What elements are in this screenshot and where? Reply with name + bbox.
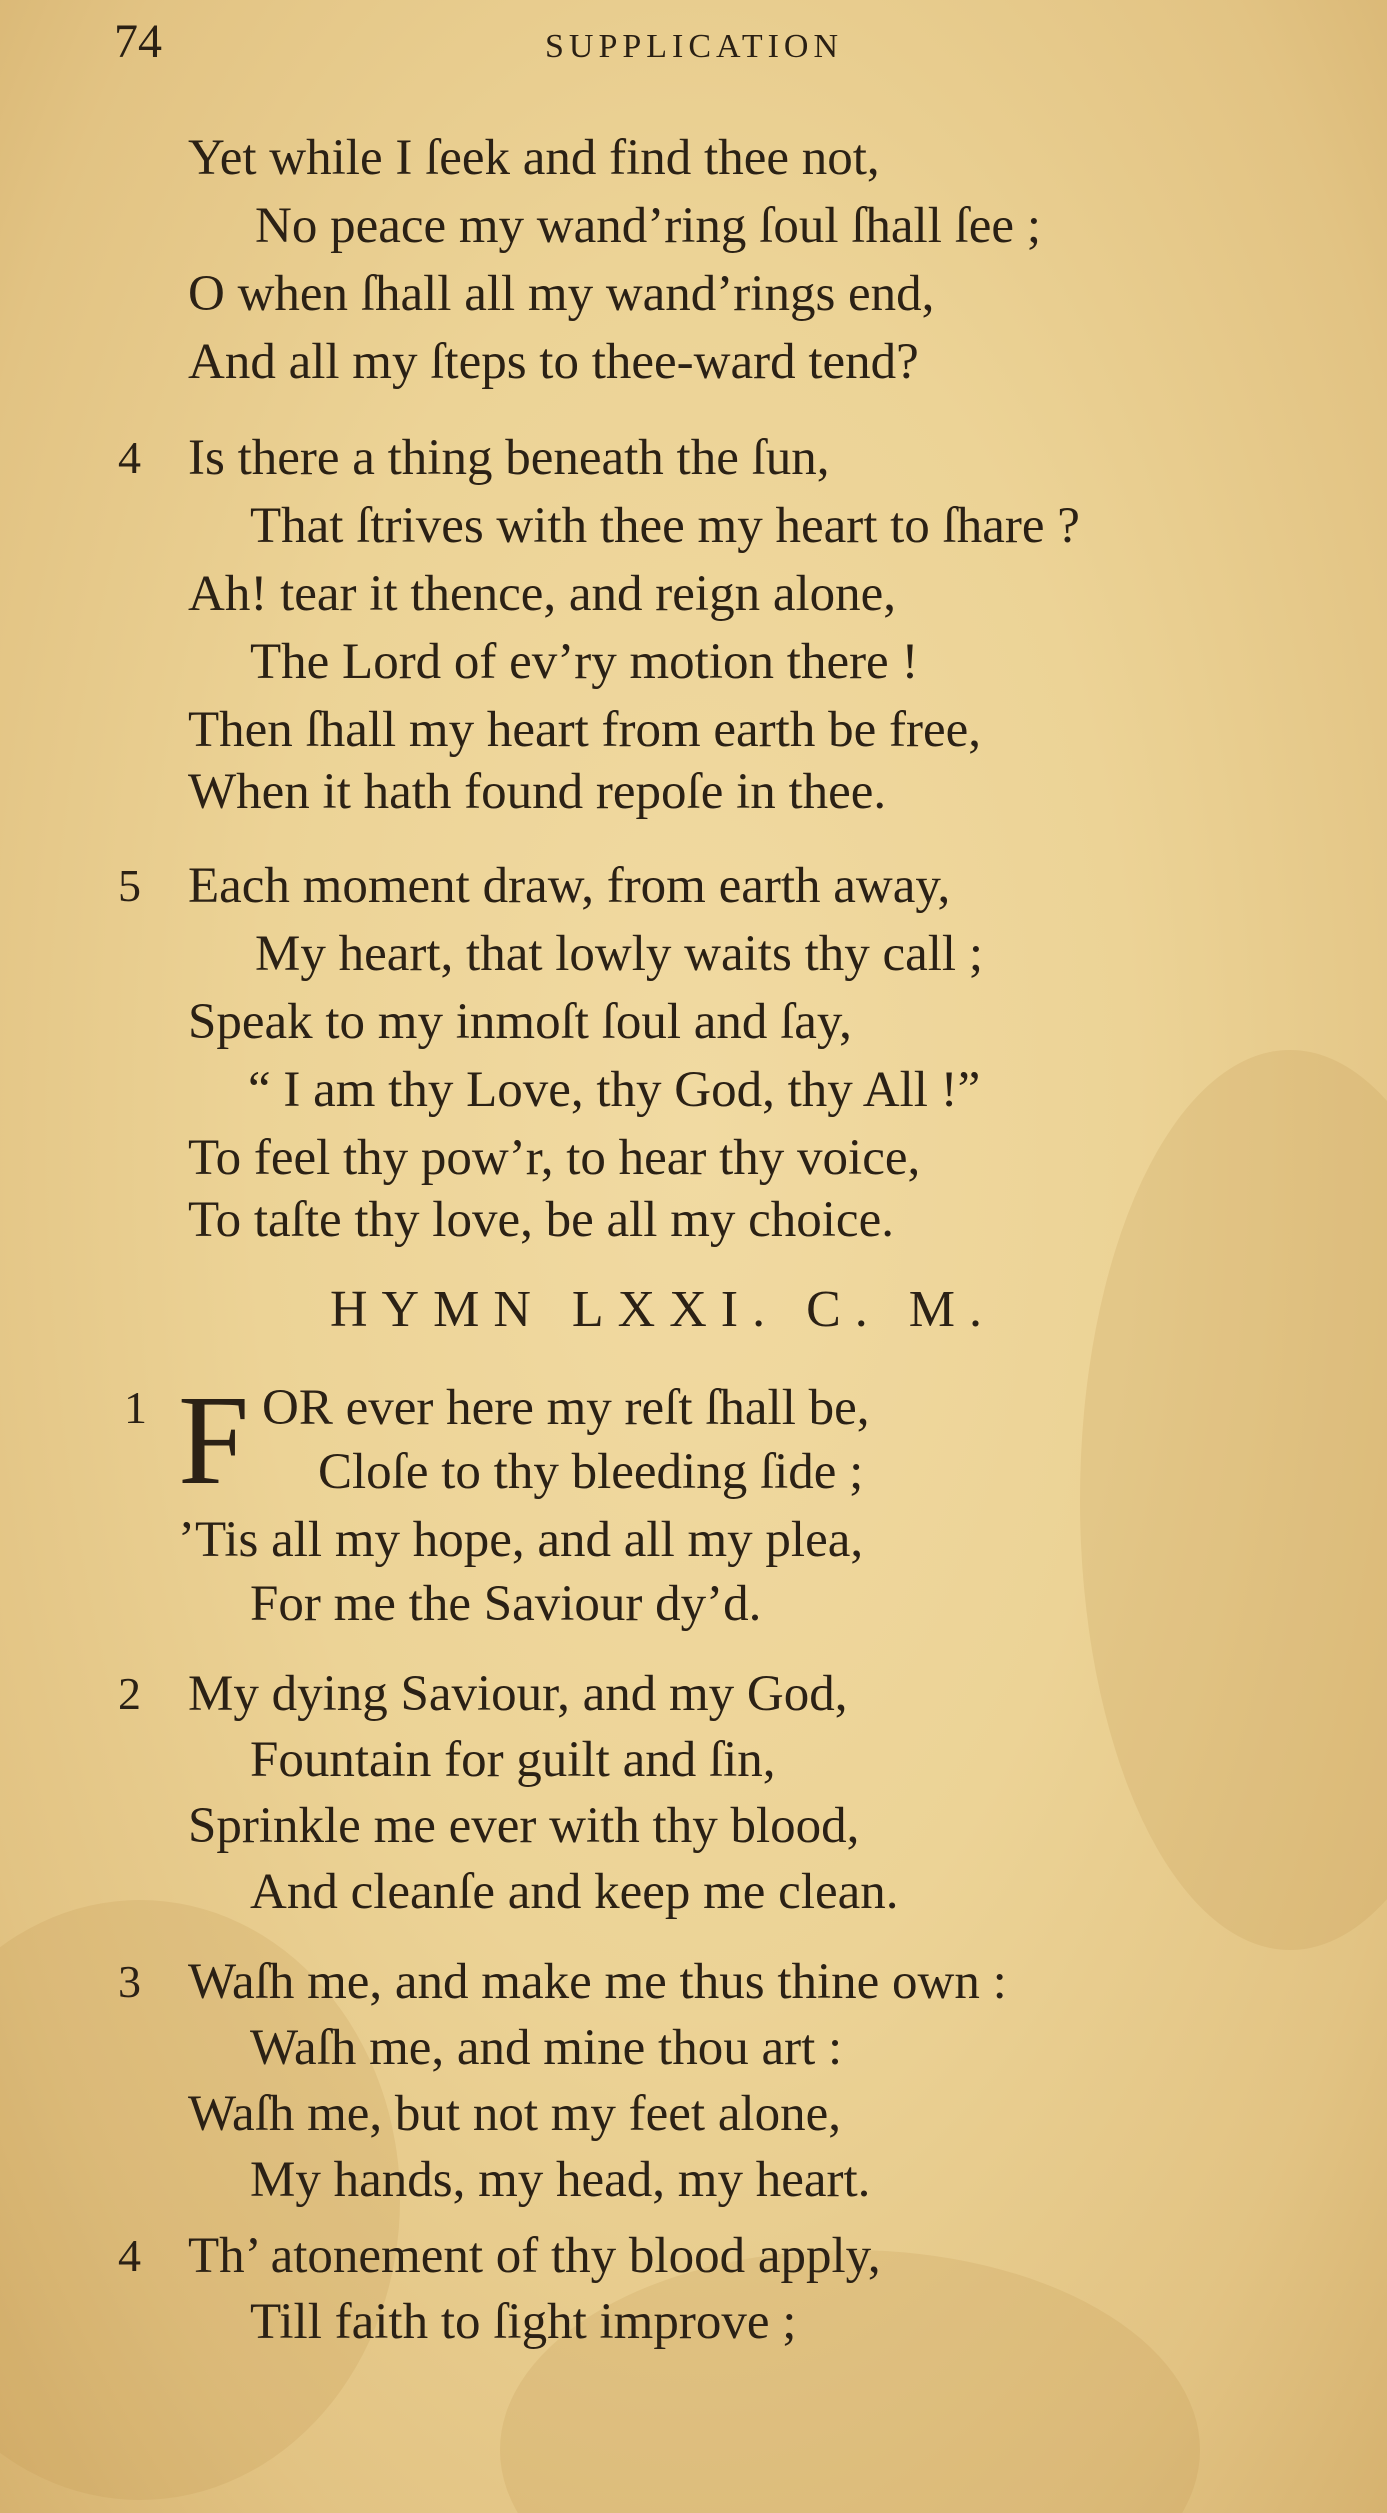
verse-line: Th’ atonement of thy blood apply,	[188, 2228, 881, 2284]
verse-line: ’Tis all my hope, and all my plea,	[178, 1512, 864, 1568]
verse-line: “ I am thy Love, thy God, thy All !”	[248, 1062, 981, 1118]
page-header	[0, 14, 1387, 84]
verse-line: Yet while I ſeek and find thee not,	[188, 130, 880, 186]
verse-line: My dying Saviour, and my God,	[188, 1666, 848, 1722]
verse-line: And all my ſteps to thee-ward tend?	[188, 334, 919, 390]
verse-line: The Lord of ev’ry motion there !	[250, 634, 919, 690]
running-head: SUPPLICATION	[545, 28, 844, 65]
paper-stain	[1080, 1050, 1387, 1950]
page-number: 74	[114, 15, 162, 68]
verse-line: Then ſhall my heart from earth be free,	[188, 702, 981, 758]
verse-number: 1	[124, 1382, 147, 1433]
verse-line: Fountain for guilt and ſin,	[250, 1732, 776, 1788]
verse-line: Speak to my inmoſt ſoul and ſay,	[188, 994, 852, 1050]
verse-line: And cleanſe and keep me clean.	[250, 1864, 899, 1920]
paper-stain	[500, 2250, 1200, 2513]
verse-line: Ah! tear it thence, and reign alone,	[188, 566, 897, 622]
hymn-title: HYMN LXXI. C. M.	[330, 1281, 996, 1338]
verse-line: Waſh me, and make me thus thine own :	[188, 1954, 1007, 2010]
verse-line: For me the Saviour dy’d.	[250, 1576, 762, 1632]
verse-number: 5	[118, 860, 141, 911]
verse-line: Waſh me, but not my feet alone,	[188, 2086, 842, 2142]
verse-line: Is there a thing beneath the ſun,	[188, 430, 830, 486]
verse-line: Till faith to ſight improve ;	[250, 2294, 797, 2350]
verse-line: O when ſhall all my wand’rings end,	[188, 266, 935, 322]
verse-line: To feel thy pow’r, to hear thy voice,	[188, 1130, 921, 1186]
verse-line: Waſh me, and mine thou art :	[250, 2020, 843, 2076]
verse-number: 2	[118, 1668, 141, 1719]
verse-line: Sprinkle me ever with thy blood,	[188, 1798, 860, 1854]
verse-line: Cloſe to thy bleeding ſide ;	[318, 1444, 864, 1500]
verse-line: My heart, that lowly waits thy call ;	[255, 926, 984, 982]
verse-line: My hands, my head, my heart.	[250, 2152, 871, 2208]
verse-line: To taſte thy love, be all my choice.	[188, 1192, 894, 1248]
verse-line: OR ever here my reſt ſhall be,	[262, 1380, 870, 1436]
drop-cap: F	[178, 1369, 250, 1511]
verse-line: Each moment draw, from earth away,	[188, 858, 951, 914]
verse-line: When it hath found repoſe in thee.	[188, 764, 887, 820]
verse-number: 4	[118, 432, 141, 483]
verse-line: No peace my wand’ring ſoul ſhall ſee ;	[255, 198, 1041, 254]
verse-number: 4	[118, 2230, 141, 2281]
verse-number: 3	[118, 1956, 141, 2007]
verse-line: That ſtrives with thee my heart to ſhare ?	[250, 498, 1080, 554]
